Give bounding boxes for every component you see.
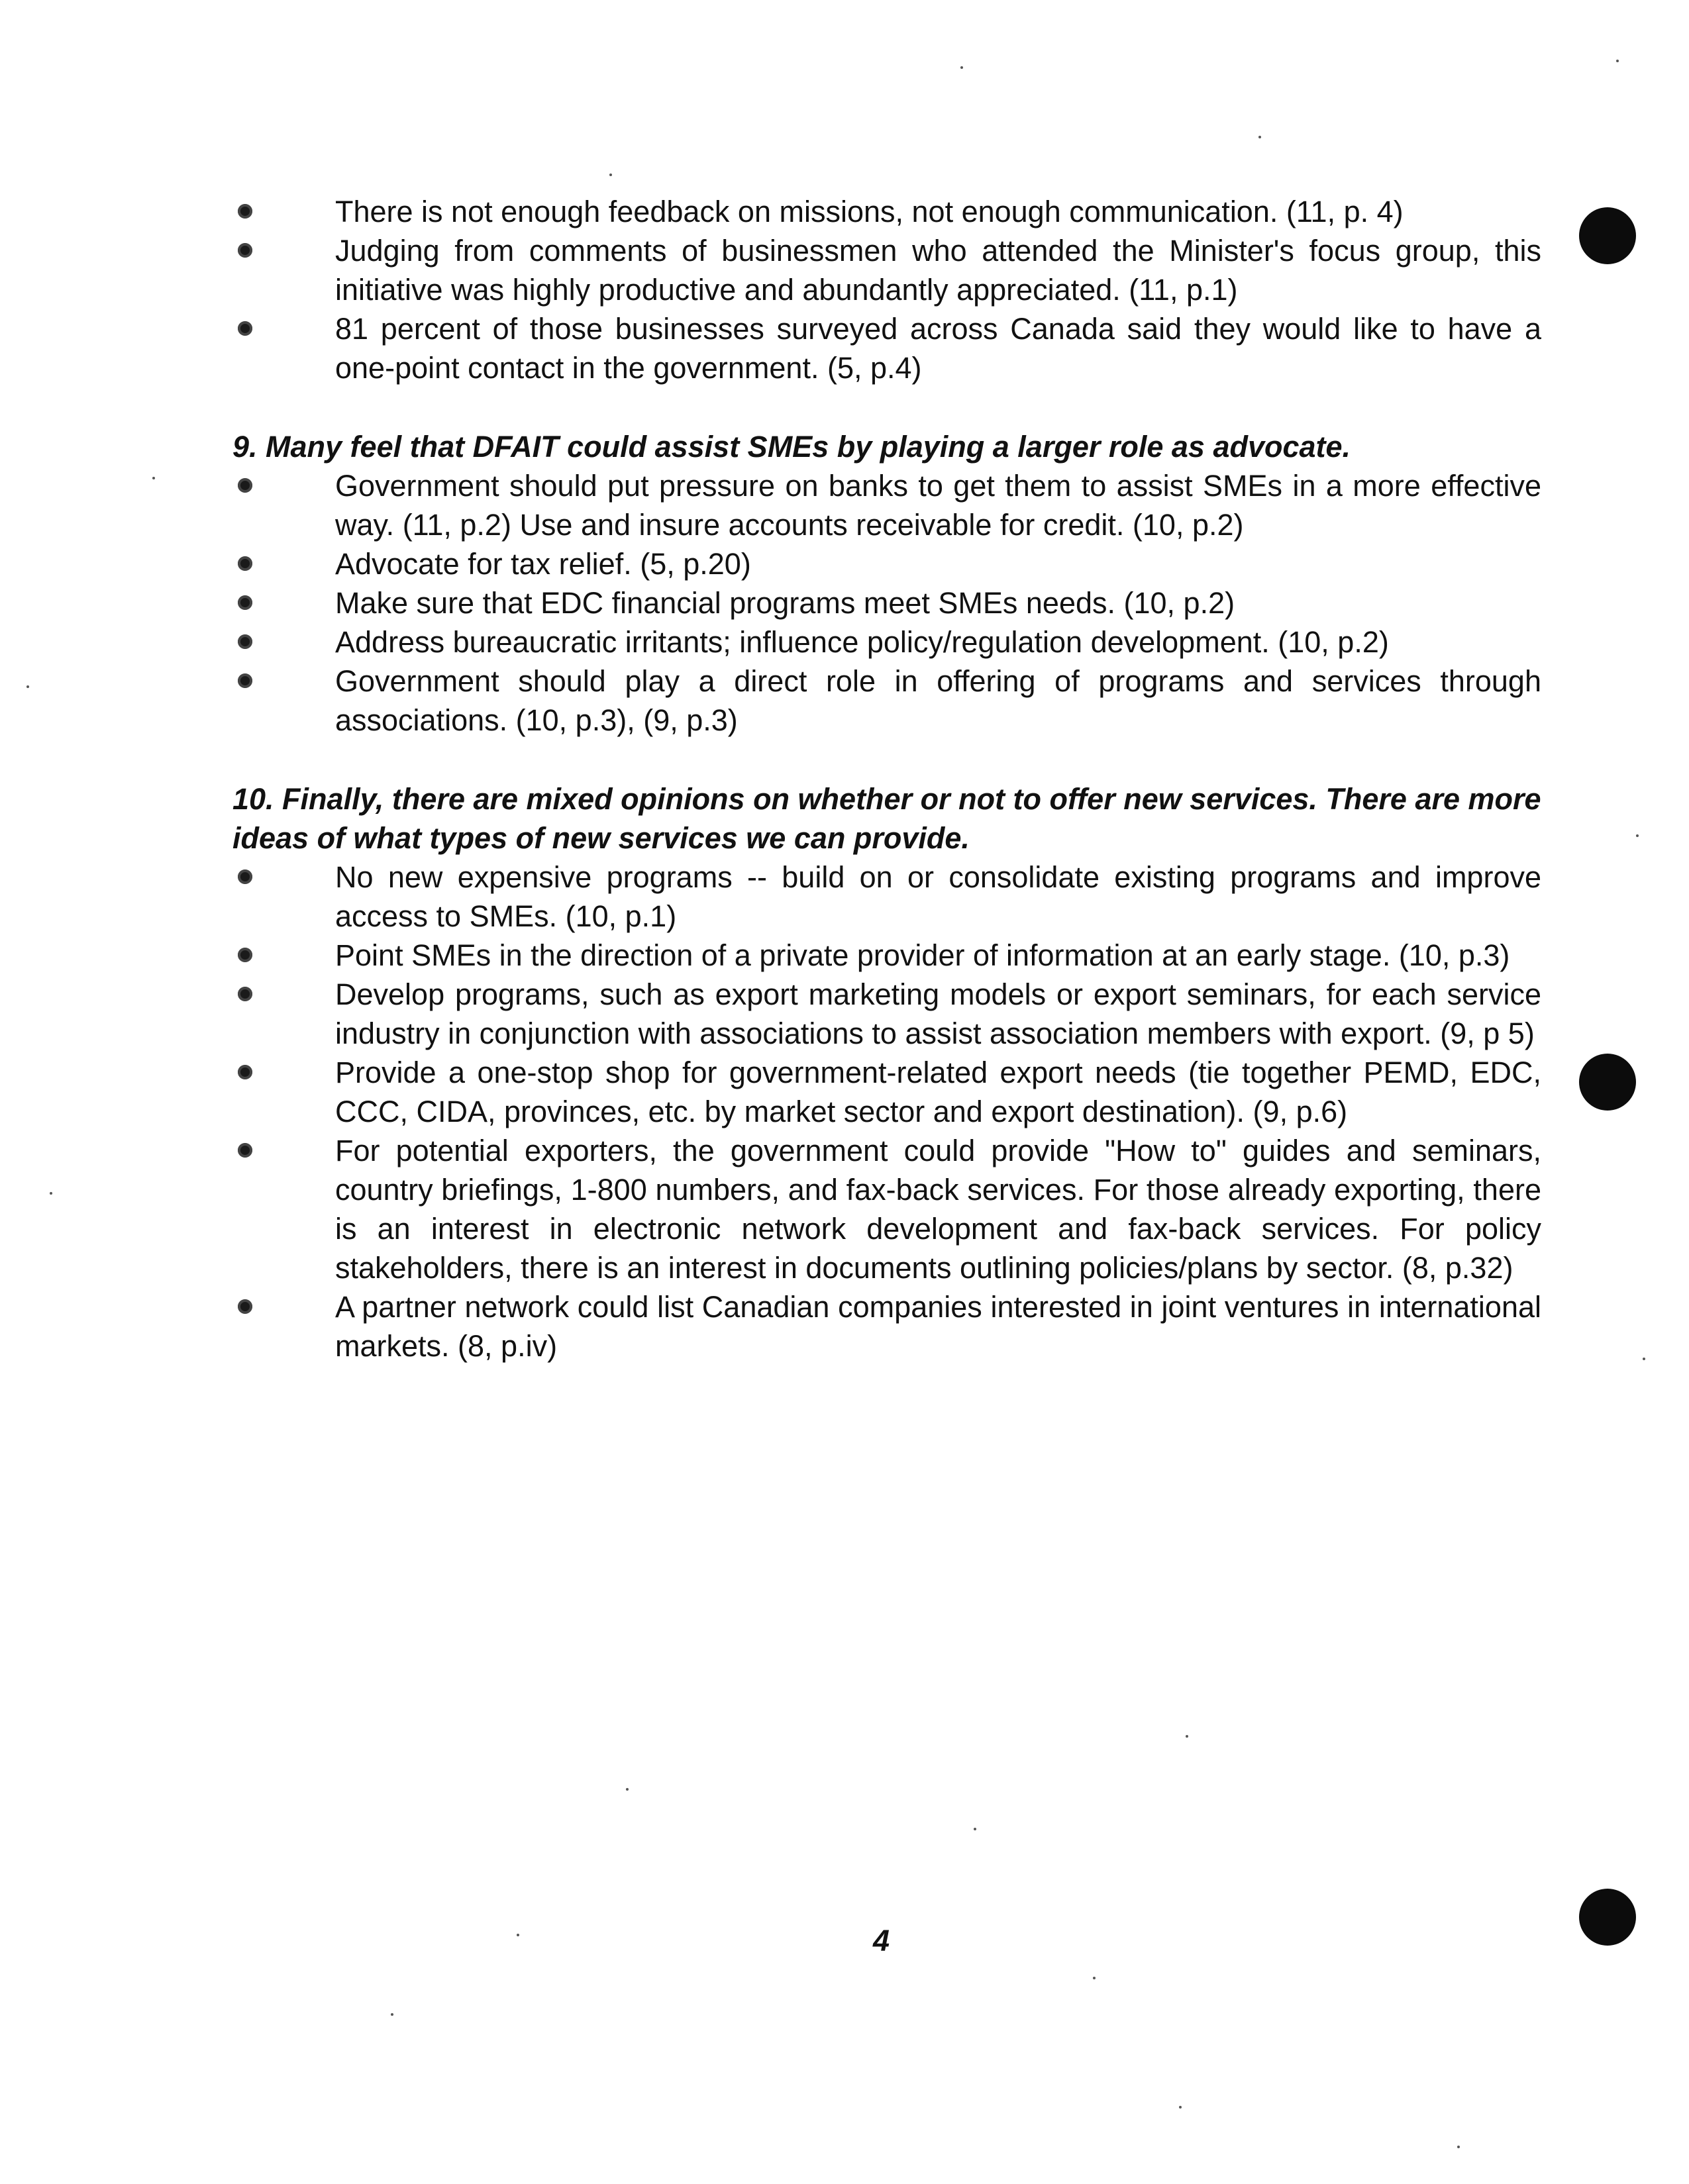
list-item [232, 662, 1541, 740]
list-item [232, 231, 1541, 309]
list-item [232, 1131, 1541, 1287]
scan-speck [1186, 1735, 1188, 1738]
bullet-icon [238, 673, 252, 688]
scan-speck [609, 174, 612, 176]
bullet-icon [238, 595, 252, 610]
scan-speck [1616, 60, 1619, 62]
list-item [232, 544, 1541, 583]
list-item-text: Provide a one-stop shop for government-related export needs (tie together PEMD, EDC, CCC, CIDA, provinces, etc. by market sector and export destination). (9, p.6) [335, 1056, 1541, 1128]
list-item-text: Government should play a direct role in offering of programs and services through associations. (10, p.3), (9, p.3) [335, 664, 1541, 737]
list-item-text: Point SMEs in the direction of a private provider of information at an early stage. (10, p.3) [335, 938, 1510, 972]
scan-speck [517, 1934, 519, 1936]
list-item [232, 1287, 1541, 1365]
list-item-text: Judging from comments of businessmen who attended the Minister's focus group, this initiative was highly productive and abundantly appreciated. (11, p.1) [335, 234, 1541, 307]
scan-speck [1636, 834, 1639, 837]
scan-speck [50, 1192, 52, 1195]
scan-speck [1093, 1977, 1096, 1979]
punch-hole [1579, 1054, 1636, 1111]
list-item [232, 192, 1541, 231]
bullet-icon [238, 478, 252, 493]
bullet-icon [238, 634, 252, 649]
list-item-text: A partner network could list Canadian companies interested in joint ventures in international markets. (8, p.iv) [335, 1290, 1541, 1363]
section-10-bullet-list [232, 858, 1541, 1365]
bullet-icon [238, 204, 252, 219]
bullet-icon [238, 556, 252, 571]
scan-speck [626, 1788, 629, 1791]
bullet-icon [238, 1299, 252, 1314]
list-item-text: No new expensive programs -- build on or consolidate existing programs and improve access to SMEs. (10, p.1) [335, 860, 1541, 933]
scan-speck [1457, 2146, 1460, 2148]
bullet-icon [238, 948, 252, 962]
bullet-icon [238, 243, 252, 258]
scan-speck [974, 1828, 976, 1830]
section-9-bullet-list [232, 466, 1541, 740]
bullet-icon [238, 1143, 252, 1158]
list-item-text: For potential exporters, the government could provide "How to" guides and seminars, country briefings, 1-800 numbers, and fax-back services. For those already exporting, there is an interest in electronic network development and fax-back services. For policy stakeholders, there is an interest in documents outlining policies/plans by sector. (8, p.32) [335, 1134, 1541, 1285]
intro-bullet-list [232, 192, 1541, 387]
list-item [232, 936, 1541, 975]
scan-speck [1179, 2106, 1182, 2109]
bullet-icon [238, 869, 252, 884]
list-item [232, 466, 1541, 544]
list-item [232, 583, 1541, 622]
bullet-icon [238, 987, 252, 1001]
list-item [232, 1053, 1541, 1131]
list-item-text: Develop programs, such as export marketing models or export seminars, for each service industry in conjunction with associations to assist association members with export. (9, p 5) [335, 977, 1541, 1050]
list-item-text: There is not enough feedback on missions, not enough communication. (11, p. 4) [335, 195, 1404, 228]
section-9-heading: 9. Many feel that DFAIT could assist SMEs by playing a larger role as advocate. [232, 430, 1351, 464]
document-body [232, 192, 1541, 1365]
scan-speck [1643, 1358, 1645, 1360]
bullet-icon [238, 1065, 252, 1079]
scan-speck [391, 2013, 393, 2016]
bullet-icon [238, 321, 252, 336]
list-item-text: Government should put pressure on banks to get them to assist SMEs in a more effective way. (11, p.2) Use and insure accounts receivable for credit. (10, p.2) [335, 469, 1541, 542]
scan-speck [960, 66, 963, 69]
scan-speck [152, 477, 155, 479]
list-item-text: Make sure that EDC financial programs meet SMEs needs. (10, p.2) [335, 586, 1235, 620]
punch-hole [1579, 1889, 1636, 1946]
punch-hole [1579, 207, 1636, 264]
list-item [232, 622, 1541, 662]
section-10-heading: 10. Finally, there are mixed opinions on whether or not to offer new services. There are more ideas of what types of new services we can provide. [232, 782, 1541, 855]
list-item [232, 858, 1541, 936]
list-item [232, 975, 1541, 1053]
scan-speck [1258, 136, 1261, 138]
list-item-text: Advocate for tax relief. (5, p.20) [335, 547, 751, 581]
list-item [232, 309, 1541, 387]
scan-speck [26, 685, 29, 688]
list-item-text: Address bureaucratic irritants; influence policy/regulation development. (10, p.2) [335, 625, 1389, 659]
list-item-text: 81 percent of those businesses surveyed across Canada said they would like to have a one-point contact in the government. (5, p.4) [335, 312, 1541, 385]
page-number: 4 [873, 1924, 890, 1958]
